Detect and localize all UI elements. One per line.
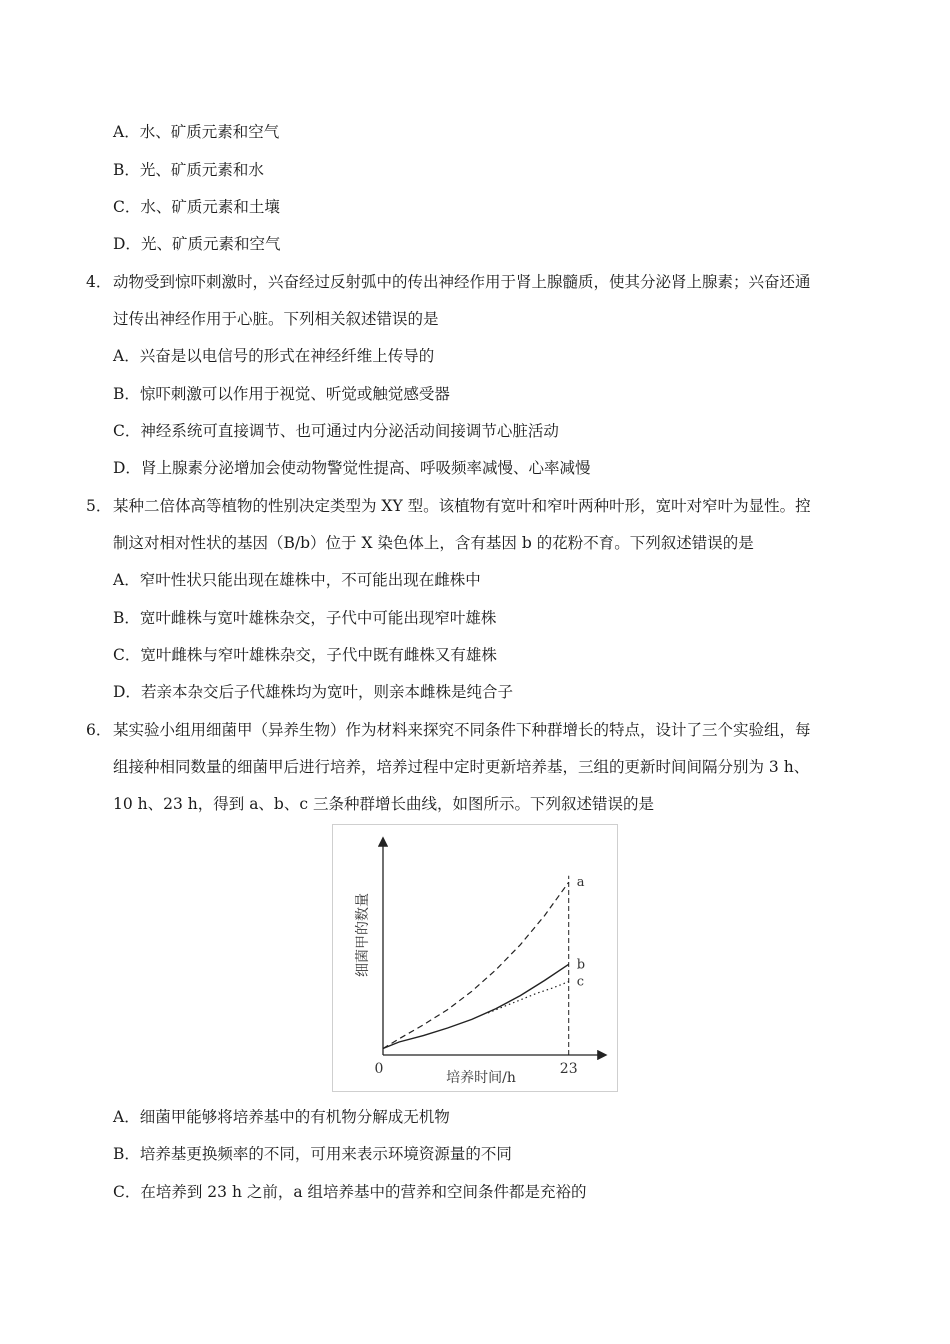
growth-curve-chart	[333, 825, 619, 1093]
q6-option-b: B．培养基更换频率的不同，可用来表示环境资源量的不同	[113, 1145, 512, 1163]
q5-option-b: B．宽叶雌株与宽叶雄株杂交，子代中可能出现窄叶雄株	[113, 609, 497, 627]
q5-stem-line2: 制这对相对性状的基因（B/b）位于 X 染色体上，含有基因 b 的花粉不育。下列叙述错误的是	[113, 534, 754, 552]
x-tick-0: 0	[374, 1061, 384, 1077]
series-a-line	[383, 882, 569, 1048]
q4-stem-line1: 动物受到惊吓刺激时，兴奋经过反射弧中的传出神经作用于肾上腺髓质，使其分泌肾上腺素；兴奋还通	[113, 273, 811, 291]
q3-option-a: A．水、矿质元素和空气	[113, 123, 280, 141]
q6-stem-line2: 组接种相同数量的细菌甲后进行培养，培养过程中定时更新培养基，三组的更新时间间隔分别为 3 h、	[113, 758, 810, 776]
q6-stem-line3: 10 h、23 h，得到 a、b、c 三条种群增长曲线，如图所示。下列叙述错误的是	[113, 795, 654, 813]
q6-number: 6．	[86, 721, 112, 739]
q4-option-d: D．肾上腺素分泌增加会使动物警觉性提高、呼吸频率减慢、心率减慢	[113, 459, 591, 477]
q4-option-b: B．惊吓刺激可以作用于视觉、听觉或触觉感受器	[113, 385, 450, 403]
q4-option-c: C．神经系统可直接调节、也可通过内分泌活动间接调节心脏活动	[113, 422, 559, 440]
q3-option-d: D．光、矿质元素和空气	[113, 235, 281, 253]
q5-option-c: C．宽叶雌株与窄叶雄株杂交，子代中既有雌株又有雄株	[113, 646, 497, 664]
q4-stem-line2: 过传出神经作用于心脏。下列相关叙述错误的是	[113, 310, 439, 328]
x-tick-23: 23	[559, 1061, 578, 1077]
q5-number: 5．	[86, 497, 112, 515]
q6-option-c: C．在培养到 23 h 之前，a 组培养基中的营养和空间条件都是充裕的	[113, 1183, 587, 1201]
q5-option-d: D．若亲本杂交后子代雄株均为宽叶，则亲本雌株是纯合子	[113, 683, 513, 701]
x-axis-label: 培养时间/h	[446, 1070, 516, 1086]
q3-option-b: B．光、矿质元素和水	[113, 161, 264, 179]
series-c-line	[488, 982, 569, 1013]
q6-stem-line1: 某实验小组用细菌甲（异养生物）作为材料来探究不同条件下种群增长的特点，设计了三个实验组，每	[113, 721, 811, 739]
series-b-line	[383, 964, 569, 1048]
growth-curve-figure	[332, 824, 618, 1092]
q4-number: 4．	[86, 273, 112, 291]
y-axis-label: 细菌甲的数量	[355, 893, 371, 977]
q5-stem-line1: 某种二倍体高等植物的性别决定类型为 XY 型。该植物有宽叶和窄叶两种叶形，宽叶对窄叶为显性。控	[113, 497, 811, 515]
series-a-label: a	[576, 875, 585, 891]
q4-option-a: A．兴奋是以电信号的形式在神经纤维上传导的	[113, 347, 435, 365]
series-b-label: b	[576, 957, 586, 973]
q6-option-a: A．细菌甲能够将培养基中的有机物分解成无机物	[113, 1108, 450, 1126]
series-c-label: c	[576, 974, 584, 990]
q3-option-c: C．水、矿质元素和土壤	[113, 198, 280, 216]
q5-option-a: A．窄叶性状只能出现在雄株中，不可能出现在雌株中	[113, 571, 481, 589]
